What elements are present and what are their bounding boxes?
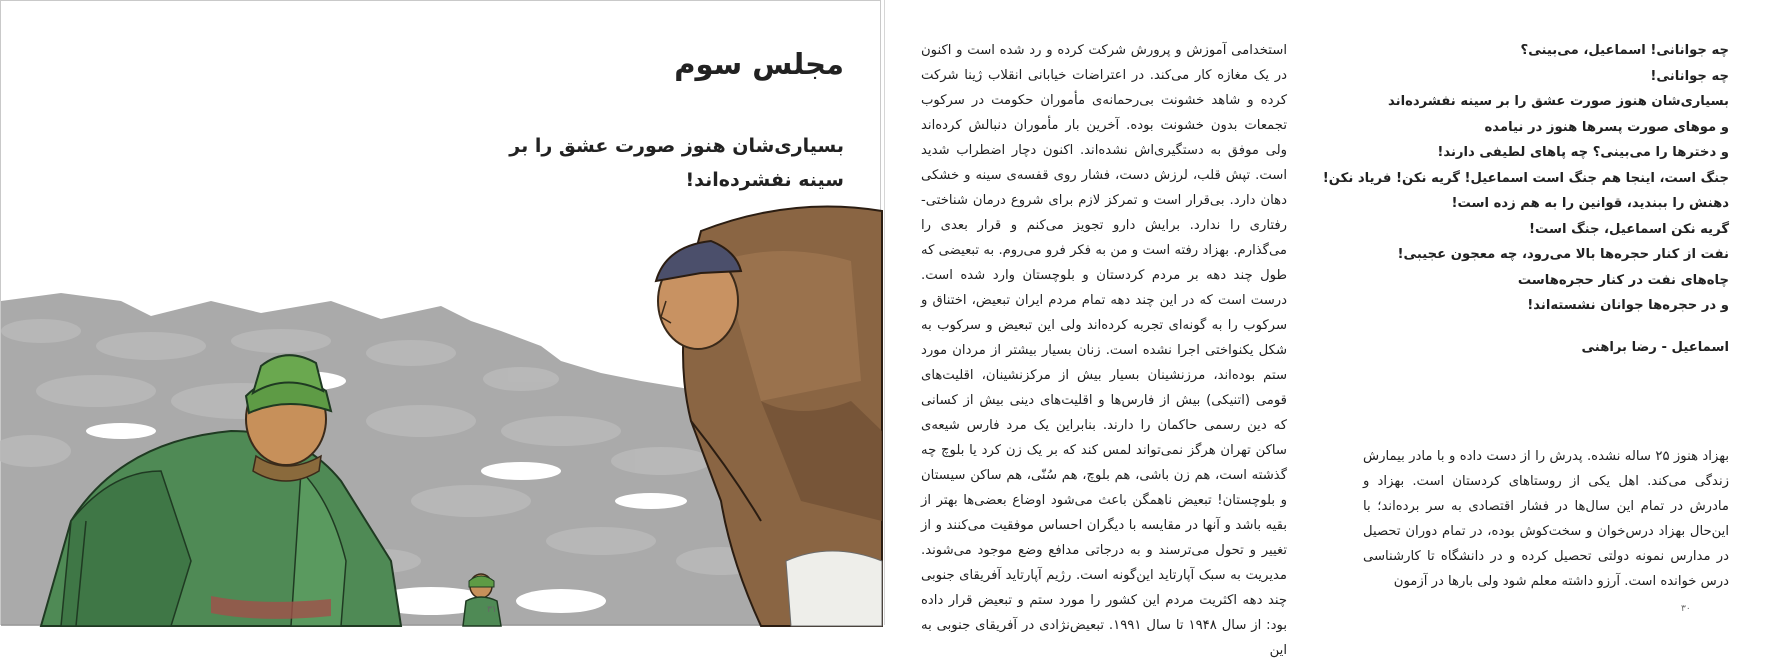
- poem-line: چاه‌های نفت در کنار حجره‌هاست: [1517, 272, 1729, 288]
- poem-line: دهنش را ببندید، قوانین را به هم زده است!: [1451, 196, 1729, 211]
- story-text-column: [1363, 444, 1729, 594]
- right-page: [884, 0, 1765, 658]
- poem-line: و در حجره‌ها جوانان نشسته‌اند!: [1527, 298, 1729, 313]
- illustration: [1, 1, 882, 626]
- page-number-right: ۳۰: [1681, 604, 1691, 614]
- poem-line: گریه نکن اسماعیل، جنگ است!: [1529, 221, 1729, 237]
- story-paragraph: بهزاد هنوز ۲۵ ساله نشده. پدرش را از دست داده و با مادر بیمارش زندگی می‌کند. اهل یکی از روستاهای کردستان است. بهزاد و مادرش در تمام این سال‌ها در فشار اقتصادی به سر برده‌اند؛ با این‌حال بهزاد درس‌خوان و سخت‌کوش بوده، در تمام دوران تحصیل در مدارس نمونه دولتی تحصیل کرده و در دانشگاه تا کارشناسی درس خوانده است. آرزو داشته معلم شود ولی بارها در آزمون: [1363, 449, 1729, 589]
- poem-author: اسماعیل - رضا براهنی: [1581, 340, 1729, 355]
- poem-line: و موهای صورت پسرها هنوز در نیامده: [1484, 119, 1729, 135]
- poem: [1305, 38, 1729, 319]
- poem-line: چه جوانانی!: [1650, 68, 1729, 84]
- chapter-title: مجلس سوم: [674, 47, 844, 81]
- main-paragraph: استخدامی آموزش و پرورش شرکت کرده و رد شده است و اکنون در یک مغازه کار می‌کند. در اعتراضات خیابانی انقلاب ژینا شرکت کرده و شاهد خشونت بی‌رحمانه‌ی مأموران حکومت در سرکوب تجمعات بدون خشونت بوده. آخرین بار مأموران دنبالش کرده‌اند ولی موفق به دستگیری‌اش نشده‌اند. اکنون دچار اضطراب شدید است. تپش قلب، لرزش دست، فشار روی قفسه‌ی سینه و خشکی دهان دارد. بی‌قرار است و تمرکز لازم برای شروع درمان شناختی-رفتاری را ندارد. برایش دارو تجویز می‌کنم و قرار بعدی را می‌گذارم. بهزاد رفته است و من به فکر فرو می‌روم. به تبعیضی که طول چند دهه بر مردم کردستان و بلوچستان وارد شده است. درست است که در این چند دهه تمام مردم ایران تبعیض، اختناق و سرکوب را به گونه‌ای تجربه کرده‌اند ولی این تبعیض و سرکوب به شکل یکنواختی اجرا نشده است. زنان بسیار بیشتر از مردان مورد ستم بوده‌اند، مرزنشینان بسیار بیش از مرکزنشینان، اقلیت‌های قومی (اتنیکی) بیش از فارس‌ها و اقلیت‌های دینی بیش از کسانی که دین رسمی حاکمان را دارند. بنابراین یک مرد فارس شیعه‌ی ساکن تهران هرگز نمی‌تواند لمس کند که بر یک زن کرد یا بلوچ چه گذشته است، هم زن باشی، هم بلوچ، هم سُنّی، هم ساکن سیستان و بلوچستان! تبعیض ناهمگن باعث می‌شود اوضاع بعضی‌ها بهتر از بقیه باشد و آنها در مقایسه با دیگران احساس موفقیت می‌کنند و از تغییر و تحول می‌ترسند و به درجاتی مدافع وضع موجود می‌شوند. مدیریت به سبک آپارتاید این‌گونه است. رژیم آپارتاید آفریقای جنوبی چند دهه اکثریت مردم این کشور را مورد ستم و تبعیض قرار داده بود: از سال ۱۹۴۸ تا سال ۱۹۹۱. تبعیض‌نژادی در آفریقای جنوبی به این: [921, 43, 1287, 658]
- poem-line: و دخترها را می‌بینی؟ چه پاهای لطیفی دارند!: [1437, 145, 1729, 160]
- poem-line: نفت از کنار حجره‌ها بالا می‌رود، چه معجون عجیبی!: [1397, 247, 1729, 262]
- main-text-column: [921, 38, 1287, 663]
- poem-line: بسیاری‌شان هنوز صورت عشق را بر سینه نفشرده‌اند: [1388, 94, 1729, 109]
- left-page: [0, 0, 881, 625]
- poem-line: جنگ است، اینجا هم جنگ است اسماعیل! گریه نکن! فریاد نکن!: [1322, 170, 1729, 186]
- page-number-left: ۳۱: [487, 605, 497, 615]
- chapter-subtitle: بسیاری‌شان هنوز صورت عشق را بر سینه نفشرده‌اند!: [509, 135, 844, 191]
- poem-line: چه جوانانی! اسماعیل، می‌بینی؟: [1520, 43, 1729, 58]
